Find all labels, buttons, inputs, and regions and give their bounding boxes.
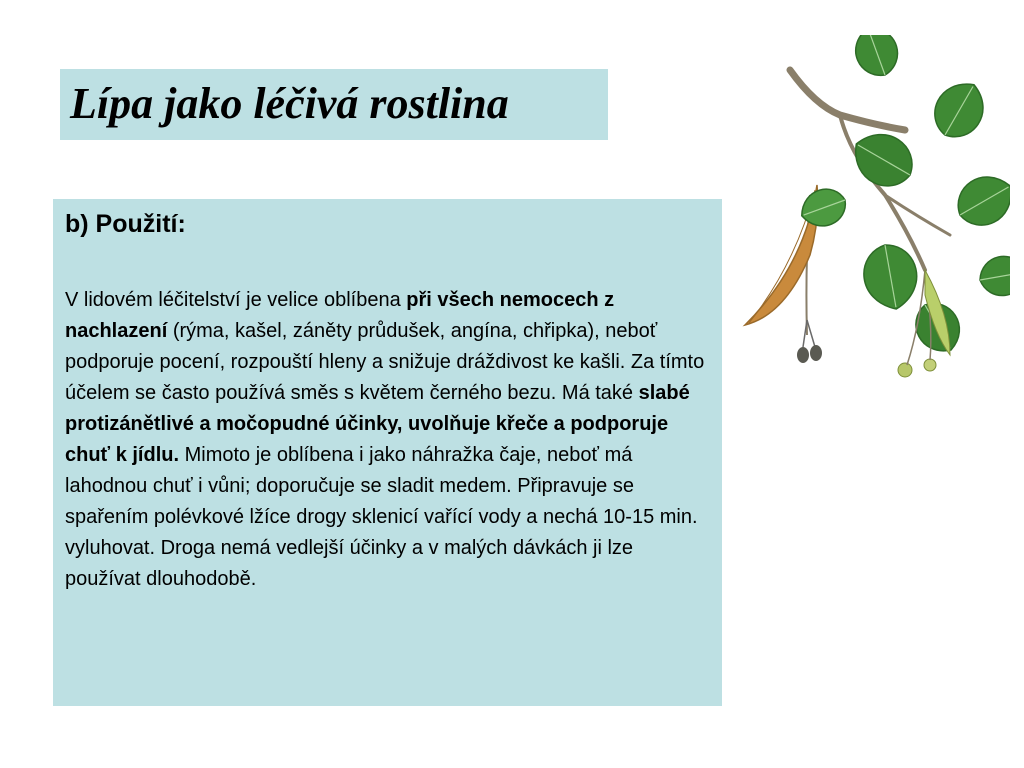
bud (924, 359, 936, 371)
branch (790, 70, 905, 130)
body-text-1: V lidovém léčitelství je velice oblíbena (65, 289, 407, 311)
section-subtitle: b) Použití: (65, 210, 186, 238)
leaf (977, 252, 1010, 299)
bud (898, 363, 912, 377)
fruit (810, 345, 822, 361)
fruit (797, 347, 809, 363)
content-box (53, 199, 722, 706)
body-paragraph (65, 285, 710, 595)
leaf (925, 73, 994, 147)
title-box (60, 69, 608, 140)
leaf (848, 35, 904, 82)
leaf (948, 166, 1010, 235)
body-bold-1: při všech nemocech z nachlazení (65, 289, 615, 342)
linden-branch-illustration (735, 35, 1010, 395)
body-text-2: (rýma, kašel, záněty průdušek, angína, chřipka), neboť podporuje pocení, rozpouští hleny a snižuje dráždivost ke kašli. Za tímto účelem se často používá směs s květem černého bezu. Má také (65, 320, 705, 404)
leaf (844, 123, 922, 197)
body-bold-2: slabé protizánětlivé a močopudné účinky, uvolňuje křeče a podporuje chuť k jídlu. (65, 382, 690, 466)
leaf (859, 240, 922, 313)
body-text-3: Mimoto je oblíbena i jako náhražka čaje, neboť má lahodnou chuť i vůni; doporučuje se sladit medem. Připravuje se spařením polévkové lžíce drogy sklenicí vařící vody a nechá 10-15 min. vyluhovat. Droga nemá vedlejší účinky a v malých dávkách ji lze používat dlouhodobě. (65, 444, 698, 590)
slide-title: Lípa jako léčivá rostlina (70, 79, 509, 128)
